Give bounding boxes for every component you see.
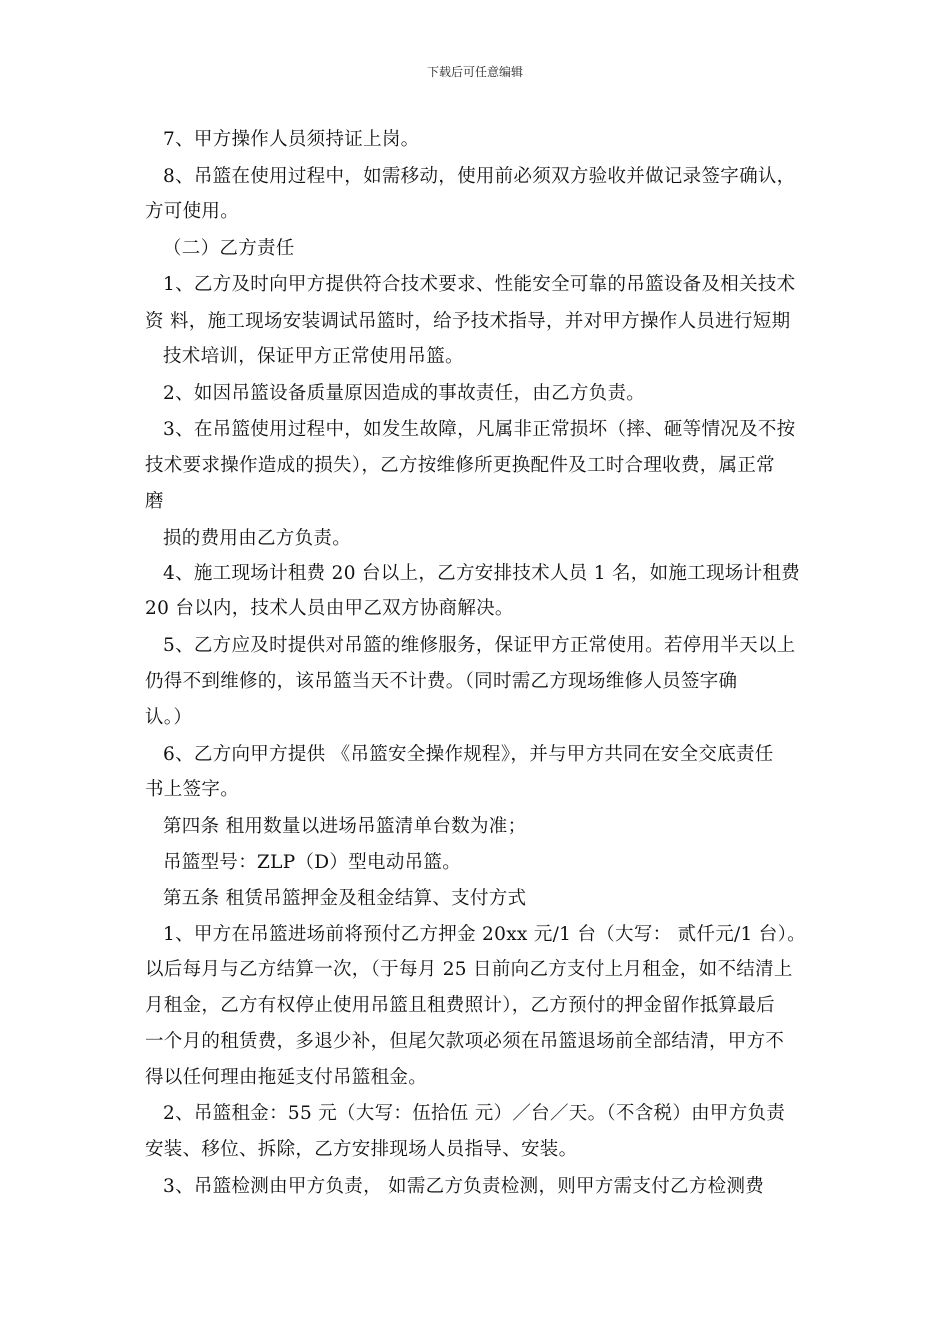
- paragraph-line: 20 台以内，技术人员由甲乙双方协商解决。: [145, 598, 514, 619]
- paragraph-line: 方可使用。: [145, 201, 240, 222]
- paragraph-line: 认。）: [145, 707, 193, 728]
- paragraph-line: 2、如因吊篮设备质量原因造成的事故责任，由乙方负责。: [163, 383, 646, 404]
- paragraph-line: 安装、移位、拆除，乙方安排现场人员指导、安装。: [145, 1139, 578, 1160]
- paragraph-line: 3、吊篮检测由甲方负责， 如需乙方负责检测，则甲方需支付乙方检测费: [163, 1176, 765, 1197]
- paragraph-line: 3、在吊篮使用过程中，如发生故障，凡属非正常损坏（摔、砸等情况及不按: [163, 419, 796, 440]
- paragraph-line: 书上签字。: [145, 779, 240, 800]
- paragraph-line: 一个月的租赁费，多退少补，但尾欠款项必须在吊篮退场前全部结清，甲方不: [145, 1031, 785, 1052]
- paragraph-line: 技术要求操作造成的损失），乙方按维修所更换配件及工时合理收费，属正常: [145, 455, 775, 476]
- paragraph-line: 1、乙方及时向甲方提供符合技术要求、性能安全可靠的吊篮设备及相关技术: [163, 274, 796, 295]
- paragraph-line: 第五条 租赁吊篮押金及租金结算、支付方式: [163, 888, 527, 909]
- paragraph-line: 得以任何理由拖延支付吊篮租金。: [145, 1067, 428, 1088]
- paragraph-line: 第四条 租用数量以进场吊篮清单台数为准；: [163, 816, 527, 837]
- paragraph-line: 仍得不到维修的，该吊篮当天不计费。（同时需乙方现场维修人员签字确: [145, 671, 738, 692]
- paragraph-line: 吊篮型号：ZLP（D）型电动吊篮。: [163, 852, 462, 873]
- page-header: 下载后可任意编辑: [426, 65, 523, 79]
- paragraph-line: 2、吊篮租金：55 元（大写：伍拾伍 元）／台／天。（不含税）由甲方负责: [163, 1103, 786, 1124]
- paragraph-line: 4、施工现场计租费 20 台以上，乙方安排技术人员 1 名，如施工现场计租费: [163, 563, 801, 584]
- paragraph-line: （二）乙方责任: [163, 238, 295, 259]
- paragraph-line: 7、甲方操作人员须持证上岗。: [163, 129, 420, 150]
- paragraph-line: 月租金，乙方有权停止使用吊篮且租费照计），乙方预付的押金留作抵算最后: [145, 995, 775, 1016]
- paragraph-line: 资 料，施工现场安装调试吊篮时，给予技术指导，并对甲方操作人员进行短期: [145, 311, 791, 332]
- paragraph-line: 以后每月与乙方结算一次，（于每月 25 日前向乙方支付上月租金，如不结清上: [145, 959, 793, 980]
- paragraph-line: 损的费用由乙方负责。: [163, 528, 352, 549]
- paragraph-line: 6、乙方向甲方提供 《吊篮安全操作规程》，并与甲方共同在安全交底责任: [163, 744, 774, 765]
- paragraph-line: 5、乙方应及时提供对吊篮的维修服务，保证甲方正常使用。若停用半天以上: [163, 635, 796, 656]
- paragraph-line: 技术培训，保证甲方正常使用吊篮。: [163, 346, 464, 367]
- paragraph-line: 磨: [145, 491, 164, 512]
- paragraph-line: 8、吊篮在使用过程中，如需移动，使用前必须双方验收并做记录签字确认，: [163, 166, 796, 187]
- paragraph-line: 1、甲方在吊篮进场前将预付乙方押金 20xx 元/1 台（大写： 贰仟元/1 台）。: [163, 924, 806, 945]
